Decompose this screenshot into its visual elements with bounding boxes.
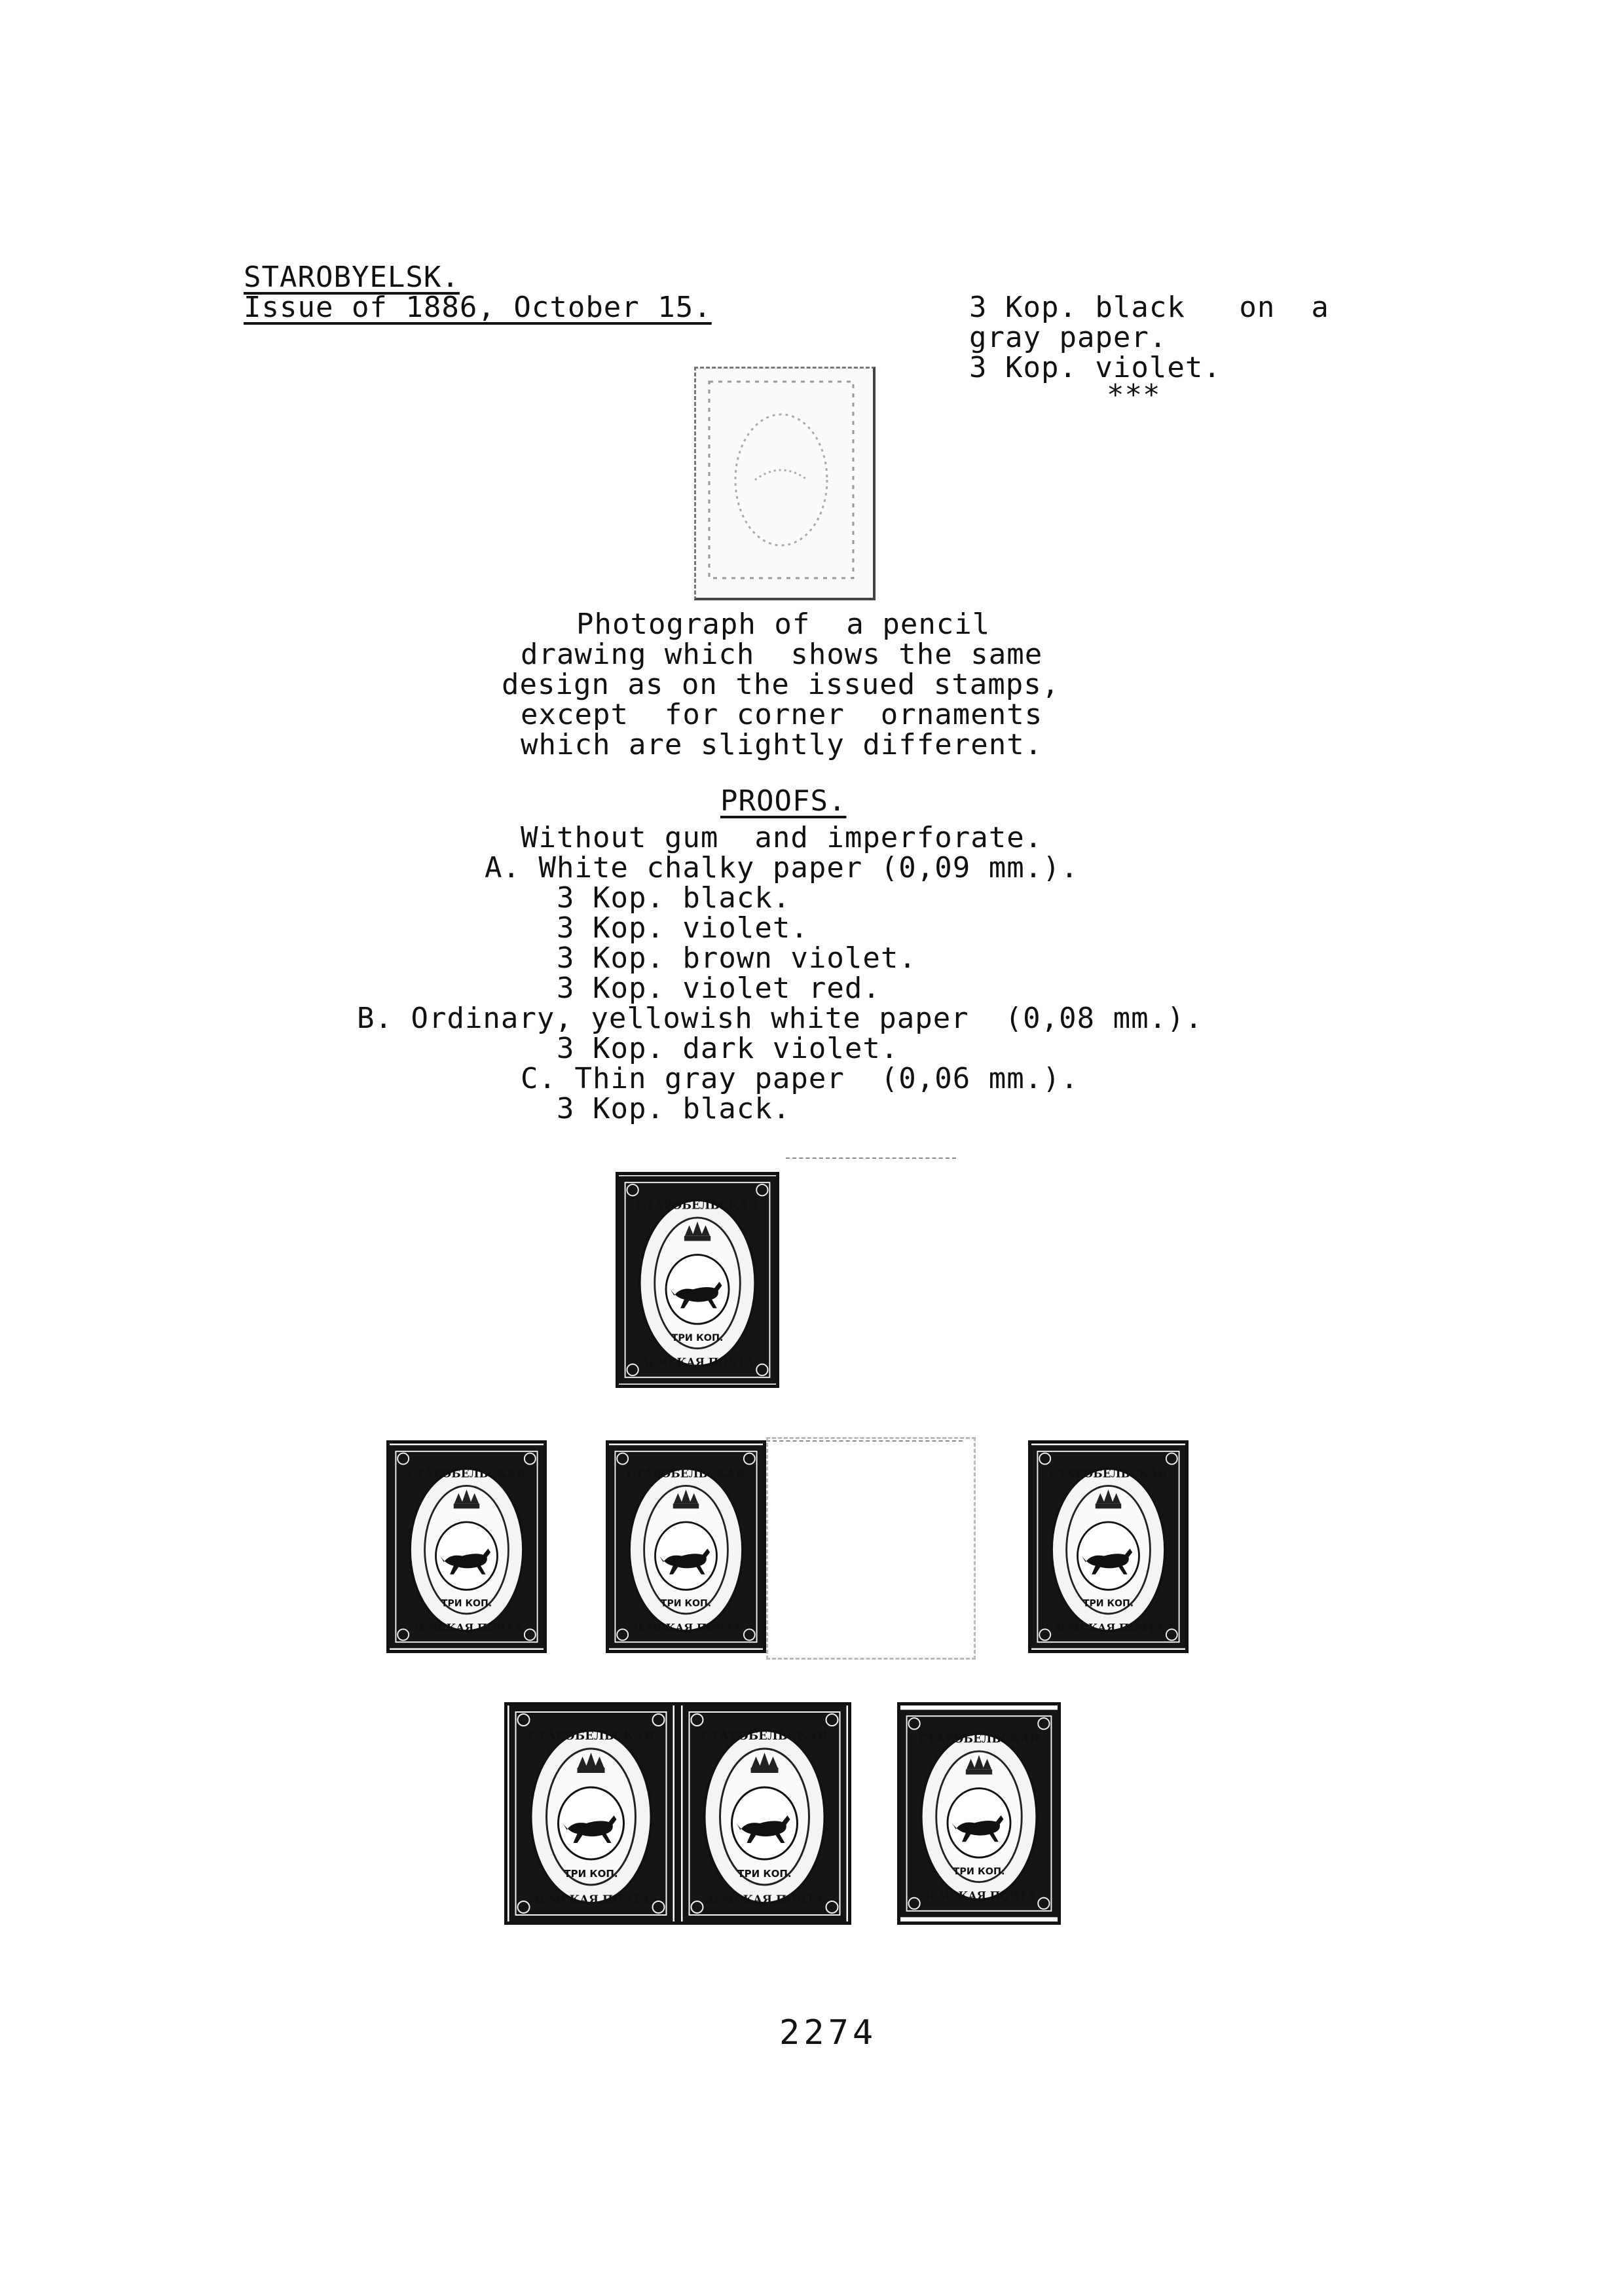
- pencil-drawing-icon: [696, 369, 873, 598]
- caption-line-5: which are slightly different.: [521, 728, 1043, 761]
- caption-line-3: design as on the issued stamps,: [502, 668, 1060, 701]
- svg-text:ЗЕМСКАЯ ПОЧТА: ЗЕМСКАЯ ПОЧТА: [630, 1621, 742, 1634]
- variety-line-1: 3 Kop. black on a: [969, 291, 1329, 324]
- svg-text:СТАРОБЕЛЬСКАЯ: СТАРОБЕЛЬСКАЯ: [407, 1467, 526, 1480]
- caption-line-1: Photograph of a pencil: [576, 608, 991, 641]
- proofs-line-8: 3 Kop. dark violet.: [557, 1032, 899, 1065]
- stamp-design-icon: [507, 1705, 674, 1922]
- proofs-line-9: C. Thin gray paper (0,06 mm.).: [521, 1062, 1079, 1095]
- proofs-line-2: A. White chalky paper (0,09 mm.).: [485, 851, 1079, 884]
- variety-line-3: 3 Kop. violet.: [969, 351, 1221, 384]
- stamp-design-icon: [681, 1705, 848, 1922]
- proofs-line-1: Without gum and imperforate.: [521, 821, 1043, 854]
- svg-text:ТРИ КОП.: ТРИ КОП.: [441, 1598, 492, 1609]
- svg-text:СТАРОБЕЛЬСКАЯ: СТАРОБЕЛЬСКАЯ: [701, 1729, 828, 1743]
- svg-text:СТАРОБЕЛЬСКАЯ: СТАРОБЕЛЬСКАЯ: [528, 1729, 654, 1743]
- stamp-proof: [386, 1440, 547, 1653]
- svg-text:СТАРОБЕЛЬСКАЯ: СТАРОБЕЛЬСКАЯ: [1049, 1467, 1168, 1480]
- svg-text:ТРИ КОП.: ТРИ КОП.: [737, 1868, 792, 1880]
- svg-text:ТРИ КОП.: ТРИ КОП.: [671, 1333, 724, 1344]
- asterisks: ***: [1107, 378, 1161, 412]
- proofs-heading: PROOFS.: [720, 784, 847, 818]
- stamp-design-icon: [900, 1705, 1058, 1922]
- proofs-line-5: 3 Kop. brown violet.: [557, 941, 917, 975]
- svg-text:ТРИ КОП.: ТРИ КОП.: [953, 1867, 1005, 1878]
- svg-text:ЗЕМСКАЯ ПОЧТА: ЗЕМСКАЯ ПОЧТА: [1052, 1621, 1164, 1634]
- stamp-proof: [678, 1702, 851, 1925]
- svg-text:СТАРОБЕЛЬСКАЯ: СТАРОБЕЛЬСКАЯ: [918, 1732, 1040, 1746]
- empty-stamp-frame: [766, 1437, 976, 1660]
- variety-line-2: gray paper.: [969, 321, 1168, 354]
- proofs-line-4: 3 Kop. violet.: [557, 911, 809, 945]
- stamp-proof: [606, 1440, 766, 1653]
- caption-line-2: drawing which shows the same: [521, 638, 1043, 671]
- proofs-line-6: 3 Kop. violet red.: [557, 972, 881, 1005]
- svg-text:СТАРОБЕЛЬСКАЯ: СТАРОБЕЛЬСКАЯ: [627, 1467, 745, 1480]
- proofs-line-10: 3 Kop. black.: [557, 1092, 791, 1125]
- svg-text:ЗЕМСКАЯ ПОЧТА: ЗЕМСКАЯ ПОЧТА: [411, 1621, 523, 1634]
- page-number: 2274: [779, 2013, 877, 2052]
- pencil-drawing-photo: [694, 367, 876, 600]
- svg-text:ТРИ КОП.: ТРИ КОП.: [660, 1598, 712, 1609]
- stamp-proof: [504, 1702, 678, 1925]
- svg-text:СТАРОБЕЛЬСКАЯ: СТАРОБЕЛЬСКАЯ: [637, 1199, 758, 1212]
- stamp-proof: [616, 1172, 779, 1388]
- stamp-design-icon: [619, 1175, 776, 1385]
- proofs-line-3: 3 Kop. black.: [557, 881, 791, 915]
- stamp-design-icon: [1031, 1444, 1185, 1650]
- svg-text:ЗЕМСКАЯ ПОЧТА: ЗЕМСКАЯ ПОЧТА: [922, 1889, 1036, 1903]
- page-title: STAROBYELSK.: [244, 261, 460, 294]
- svg-text:ЗЕМСКАЯ ПОЧТА: ЗЕМСКАЯ ПОЧТА: [532, 1893, 650, 1906]
- stamp-design-icon: [390, 1444, 544, 1650]
- svg-text:ТРИ КОП.: ТРИ КОП.: [564, 1868, 618, 1880]
- stamp-design-icon: [609, 1444, 763, 1650]
- svg-text:ТРИ КОП.: ТРИ КОП.: [1082, 1598, 1134, 1609]
- stamp-proof: [1028, 1440, 1189, 1653]
- proofs-line-7: B. Ordinary, yellowish white paper (0,08 mm.).: [357, 1002, 1204, 1035]
- caption-line-4: except for corner ornaments: [521, 698, 1043, 731]
- dashed-line: [786, 1157, 956, 1159]
- svg-text:ЗЕМСКАЯ ПОЧТА: ЗЕМСКАЯ ПОЧТА: [705, 1893, 824, 1906]
- stamp-proof: [897, 1702, 1061, 1925]
- issue-date: Issue of 1886, October 15.: [244, 291, 712, 324]
- svg-text:ЗЕМСКАЯ ПОЧТА: ЗЕМСКАЯ ПОЧТА: [640, 1356, 754, 1369]
